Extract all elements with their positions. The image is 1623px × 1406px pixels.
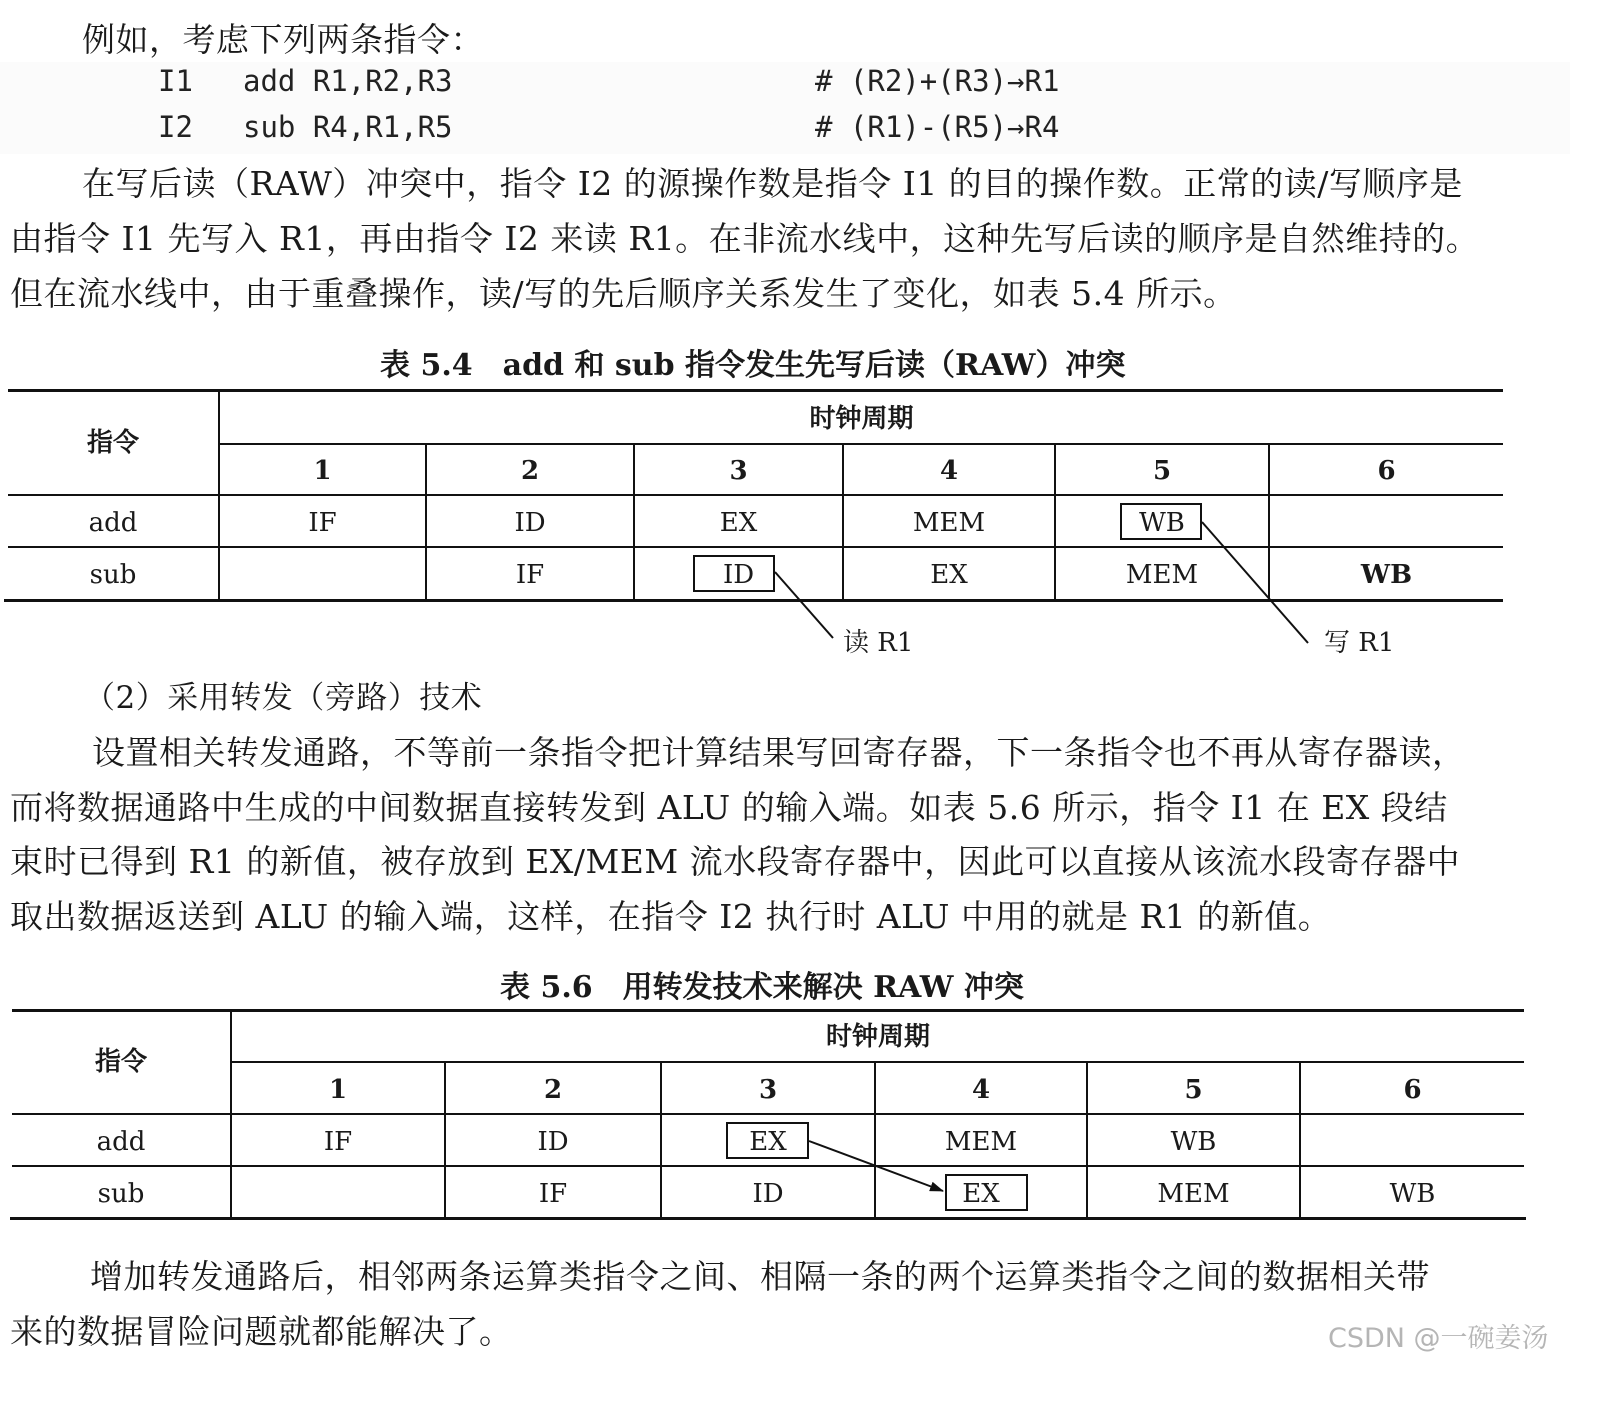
table1-sub-c5: MEM: [1125, 560, 1199, 590]
code-label-i2: I2: [158, 110, 193, 144]
code-comment-i1: # (R2)+(R3)→R1: [815, 64, 1060, 98]
table2-add-c5: WB: [1170, 1127, 1217, 1157]
intro-text: 例如，考虑下列两条指令：: [82, 20, 484, 59]
table2-cycle-5: 5: [1184, 1075, 1203, 1105]
table2-sub-c5: MEM: [1157, 1179, 1230, 1209]
table2-cycle-1: 1: [328, 1075, 348, 1105]
table1-sub-c2: IF: [515, 560, 545, 590]
table2-cycle-3: 3: [758, 1075, 778, 1105]
table2-sub-c3: ID: [752, 1179, 784, 1209]
table2-add-c3: EX: [749, 1127, 787, 1157]
table1-write-r1-note: 写 R1: [1324, 628, 1395, 658]
para3-line-1: 增加转发通路后，相邻两条运算类指令之间、相隔一条的两个运算类指令之间的数据相关带: [90, 1257, 1430, 1296]
table1-row-header: 指令: [86, 428, 139, 458]
table1-add-c3: EX: [719, 508, 758, 538]
table1-row-rule: [8, 546, 1503, 548]
table2-caption: 表 5.6 用转发技术来解决 RAW 冲突: [500, 970, 1024, 1005]
table2-top-rule: [12, 1009, 1524, 1012]
table1-cycle-3: 3: [729, 456, 748, 486]
table2-cycle-4: 4: [971, 1075, 991, 1105]
table2-sub-c6: WB: [1389, 1179, 1436, 1209]
table2-row-header: 指令: [94, 1047, 147, 1077]
table2-sub-label: sub: [97, 1179, 145, 1209]
table1-cycle-2: 2: [520, 456, 540, 486]
table1-add-c2: ID: [514, 508, 546, 538]
para2-line-1: 设置相关转发通路，不等前一条指令把计算结果写回寄存器，下一条指令也不再从寄存器读，: [92, 733, 1466, 772]
para2-line-4: 取出数据返送到 ALU 的输入端，这样，在指令 I2 执行时 ALU 中用的就是 R1 的新值。: [10, 897, 1332, 936]
code-label-i1: I1: [158, 64, 193, 98]
para1-line-1: 在写后读（RAW）冲突中，指令 I2 的源操作数是指令 I1 的目的操作数。正常的读/写顺序是: [82, 164, 1463, 203]
code-comment-i2: # (R1)-(R5)→R4: [815, 110, 1060, 144]
table2-add-c4: MEM: [944, 1127, 1018, 1157]
section2-title: （2）采用转发（旁路）技术: [84, 680, 483, 716]
table1-sub-c4: EX: [930, 560, 968, 590]
para2-line-2: 而将数据通路中生成的中间数据直接转发到 ALU 的输入端。如表 5.6 所示，指令 I1 在 EX 段结: [10, 788, 1448, 827]
para2-line-3: 束时已得到 R1 的新值，被存放到 EX/MEM 流水段寄存器中，因此可以直接从该流水段寄存器中: [10, 842, 1461, 881]
table1-group-header: 时钟周期: [809, 404, 914, 434]
table2-add-label: add: [96, 1127, 146, 1157]
table1-add-c1: IF: [308, 508, 337, 538]
table2-add-c1: IF: [323, 1127, 353, 1157]
para3-line-2: 来的数据冒险问题就都能解决了。: [10, 1312, 513, 1351]
table1-sub-label: sub: [89, 560, 137, 590]
table1-add-c5: WB: [1139, 508, 1185, 538]
table1-caption: 表 5.4 add 和 sub 指令发生先写后读（RAW）冲突: [380, 348, 1126, 383]
table1-cycle-1: 1: [313, 456, 332, 486]
code-instr-i1: add R1,R2,R3: [243, 64, 453, 98]
table1-cycle-5: 5: [1152, 456, 1172, 486]
table2-sub-c2: IF: [538, 1179, 568, 1209]
table2-row-rule: [12, 1165, 1524, 1167]
table2-cycle-6: 6: [1403, 1075, 1422, 1105]
para1-line-2: 由指令 I1 先写入 R1，再由指令 I2 来读 R1。在非流水线中，这种先写后读的顺序是自然维持的。: [10, 219, 1480, 258]
table1-read-r1-note: 读 R1: [843, 628, 914, 658]
table2-group-rule: [232, 1061, 1524, 1063]
table1-group-rule: [220, 443, 1503, 445]
table2-group-header: 时钟周期: [825, 1022, 930, 1052]
table1-header-rule: [8, 494, 1503, 496]
code-instr-i2: sub R4,R1,R5: [243, 110, 453, 144]
table1-cycle-6: 6: [1377, 456, 1396, 486]
table2-add-c2: ID: [537, 1127, 569, 1157]
table1-bottom-rule: [4, 599, 1503, 602]
para1-line-3: 但在流水线中，由于重叠操作，读/写的先后顺序关系发生了变化，如表 5.4 所示。: [10, 274, 1237, 313]
table1-top-rule: [8, 389, 1503, 392]
watermark: CSDN @一碗姜汤: [1328, 1323, 1549, 1354]
table1-sub-c3: ID: [722, 560, 755, 590]
table2-sub-c4: EX: [962, 1179, 1000, 1209]
table2-header-rule: [12, 1113, 1524, 1115]
table1-cycle-4: 4: [939, 456, 959, 486]
table1-sub-c6: WB: [1360, 560, 1413, 590]
table1-add-label: add: [88, 508, 138, 538]
code-block: [0, 62, 1570, 154]
table2-cycle-2: 2: [543, 1075, 563, 1105]
table1-add-c4: MEM: [912, 508, 986, 538]
